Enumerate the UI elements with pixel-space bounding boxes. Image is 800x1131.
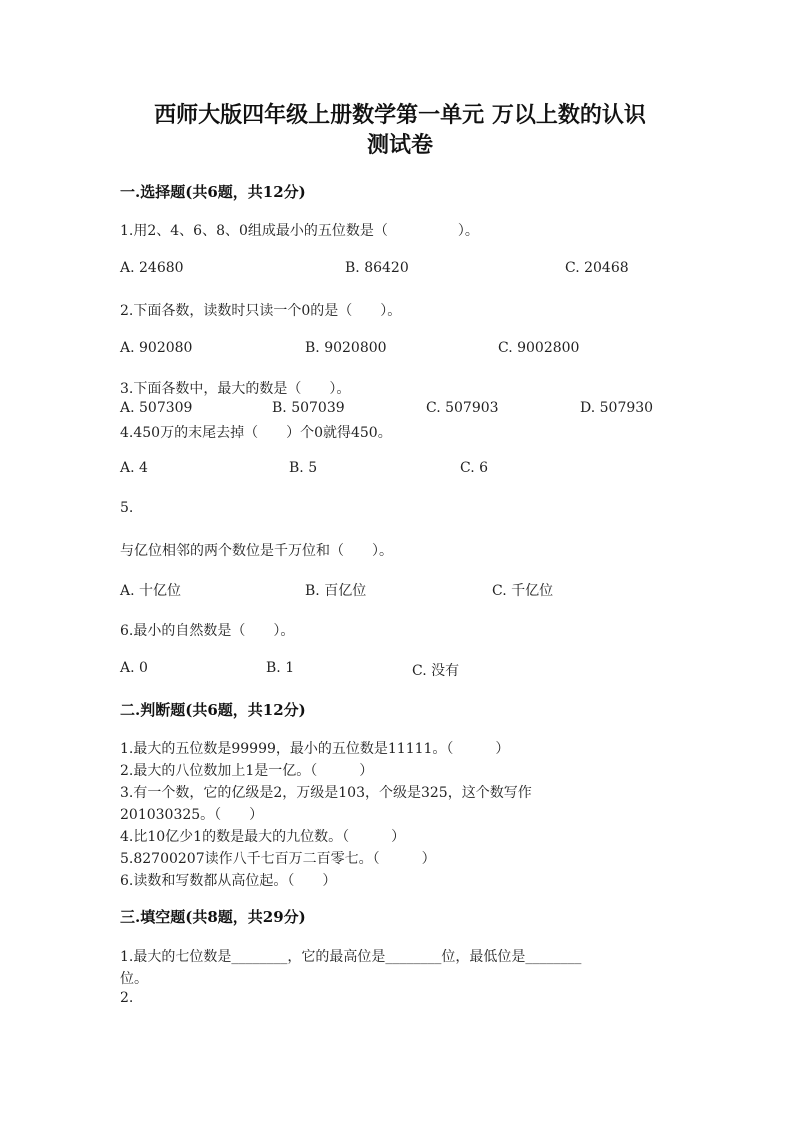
choice-q1-option-b: B. 86420 [345, 260, 409, 276]
fill-q1-line1: 1.最大的七位数是________，它的最高位是________位，最低位是________ [120, 949, 582, 965]
judge-q1: 1.最大的五位数是99999，最小的五位数是11111。（ ） [120, 741, 510, 757]
fill-q2: 2. [120, 990, 134, 1006]
choice-q3-option-b: B. 507039 [272, 400, 345, 416]
choice-q6-option-c: C. 没有 [412, 663, 460, 679]
judge-q5: 5.82700207读作八千七百万二百零七。（ ） [120, 851, 436, 867]
choice-q2-stem: 2.下面各数，读数时只读一个0的是（ ）。 [120, 303, 402, 319]
choice-q5-option-b: B. 百亿位 [305, 583, 367, 599]
choice-q4-option-b: B. 5 [289, 460, 318, 476]
section-heading-choice: 一.选择题(共6题，共12分) [120, 183, 306, 201]
choice-q3-option-a: A. 507309 [120, 400, 193, 416]
judge-q4: 4.比10亿少1的数是最大的九位数。（ ） [120, 829, 406, 845]
choice-q6-option-b: B. 1 [266, 660, 295, 676]
choice-q5-number: 5. [120, 500, 134, 516]
judge-q2: 2.最大的八位数加上1是一亿。（ ） [120, 763, 374, 779]
page-title-line1: 西师大版四年级上册数学第一单元 万以上数的认识 [154, 102, 646, 128]
choice-q2-option-a: A. 902080 [120, 340, 193, 356]
choice-q4-option-a: A. 4 [120, 460, 148, 476]
choice-q6-option-a: A. 0 [120, 660, 148, 676]
choice-q5-option-c: C. 千亿位 [492, 583, 554, 599]
choice-q4-option-c: C. 6 [460, 460, 489, 476]
choice-q1-stem: 1.用2、4、6、8、0组成最小的五位数是（ ）。 [120, 223, 479, 239]
choice-q2-option-c: C. 9002800 [498, 340, 580, 356]
choice-q3-stem: 3.下面各数中，最大的数是（ ）。 [120, 381, 351, 397]
choice-q5-option-a: A. 十亿位 [120, 583, 182, 599]
choice-q4-stem: 4.450万的末尾去掉（ ）个0就得450。 [120, 425, 392, 441]
fill-q1-line2: 位。 [120, 971, 148, 987]
choice-q6-stem: 6.最小的自然数是（ ）。 [120, 623, 295, 639]
choice-q1-option-a: A. 24680 [120, 260, 184, 276]
choice-q2-option-b: B. 9020800 [305, 340, 387, 356]
section-heading-judge: 二.判断题(共6题，共12分) [120, 701, 306, 719]
page-title-line2: 测试卷 [366, 132, 433, 158]
judge-q3-line2: 201030325。（ ） [120, 807, 264, 823]
judge-q6: 6.读数和写数都从高位起。（ ） [120, 873, 337, 889]
judge-q3-line1: 3.有一个数，它的亿级是2，万级是103，个级是325，这个数写作 [120, 785, 532, 801]
choice-q3-option-d: D. 507930 [580, 400, 654, 416]
choice-q3-option-c: C. 507903 [426, 400, 499, 416]
choice-q5-stem: 与亿位相邻的两个数位是千万位和（ ）。 [120, 543, 393, 559]
section-heading-fill: 三.填空题(共8题，共29分) [120, 908, 306, 926]
choice-q1-option-c: C. 20468 [565, 260, 629, 276]
